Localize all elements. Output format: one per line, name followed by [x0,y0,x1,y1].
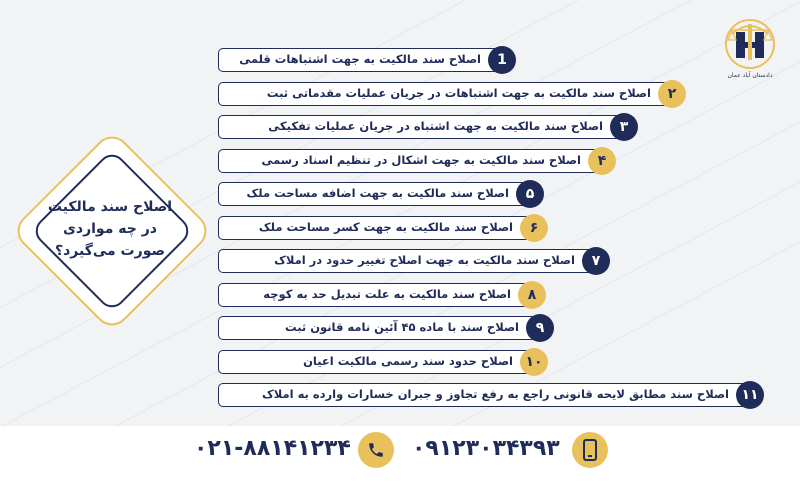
item-number-badge: ۱۱ [736,381,764,409]
list-item-text: اصلاح سند مالکیت به جهت اضافه مساحت ملک [246,186,509,200]
list-item [218,283,532,307]
list-item [218,115,624,139]
item-number-badge: ۱۰ [520,348,548,376]
item-number-badge: 1 [488,46,516,74]
list-item-text: اصلاح سند مالکیت به جهت اشتباهات در جریان عملیات مقدماتی ثبت [266,86,651,100]
page-title: اصلاح سند مالکیت در چه مواردی صورت می‌گیرد؟ [47,199,173,259]
list-item [218,48,502,72]
list-item-text: اصلاح سند مطابق لایحه قانونی راجع به رفع تجاوز و جبران خسارات وارده به املاک [262,387,729,401]
title-diamond [12,131,208,327]
list-item-text: اصلاح حدود سند رسمی مالکیت اعیان [303,354,513,368]
list-item-text: اصلاح سند مالکیت به جهت اصلاح تغییر حدود در املاک [274,253,575,267]
list-item-text: اصلاح سند مالکیت به جهت اشکال در تنظیم اسناد رسمی [261,153,581,167]
list-item [218,216,534,240]
list-item-text: اصلاح سند مالکیت به علت تبدیل حد به کوچه [263,287,511,301]
list-item-text: اصلاح سند با ماده ۴۵ آئین نامه قانون ثبت [285,320,519,334]
item-number-badge: ۷ [582,247,610,275]
logo-caption: دادستان آباد عمان [727,72,773,79]
item-number-badge: ۴ [588,147,616,175]
list-item [218,383,750,407]
list-item [218,350,534,374]
list-item-text: اصلاح سند مالکیت به جهت کسر مساحت ملک [258,220,513,234]
list-item [218,182,530,206]
mobile-number: ۰۹۱۲۳۰۳۴۳۹۳ [412,436,560,461]
scales-of-justice-logo [722,14,778,84]
landline-number: ۰۲۱-۸۸۱۴۱۲۳۴ [194,436,351,461]
list-item [218,249,596,273]
item-number-badge: ۸ [518,281,546,309]
list-item [218,149,602,173]
telephone-icon [358,432,394,468]
item-number-badge: ۲ [658,80,686,108]
item-number-badge: ۶ [520,214,548,242]
list-item-text: اصلاح سند مالکیت به جهت اشتباهات قلمی [239,52,481,66]
contact-footer [0,426,800,484]
list-item-text: اصلاح سند مالکیت به جهت اشتباه در جریان عملیات تفکیکی [268,119,603,133]
mobile-phone-icon [572,432,608,468]
item-number-badge: ۳ [610,113,638,141]
list-item [218,316,540,340]
list-item [218,82,672,106]
item-number-badge: ۵ [516,180,544,208]
item-number-badge: ۹ [526,314,554,342]
